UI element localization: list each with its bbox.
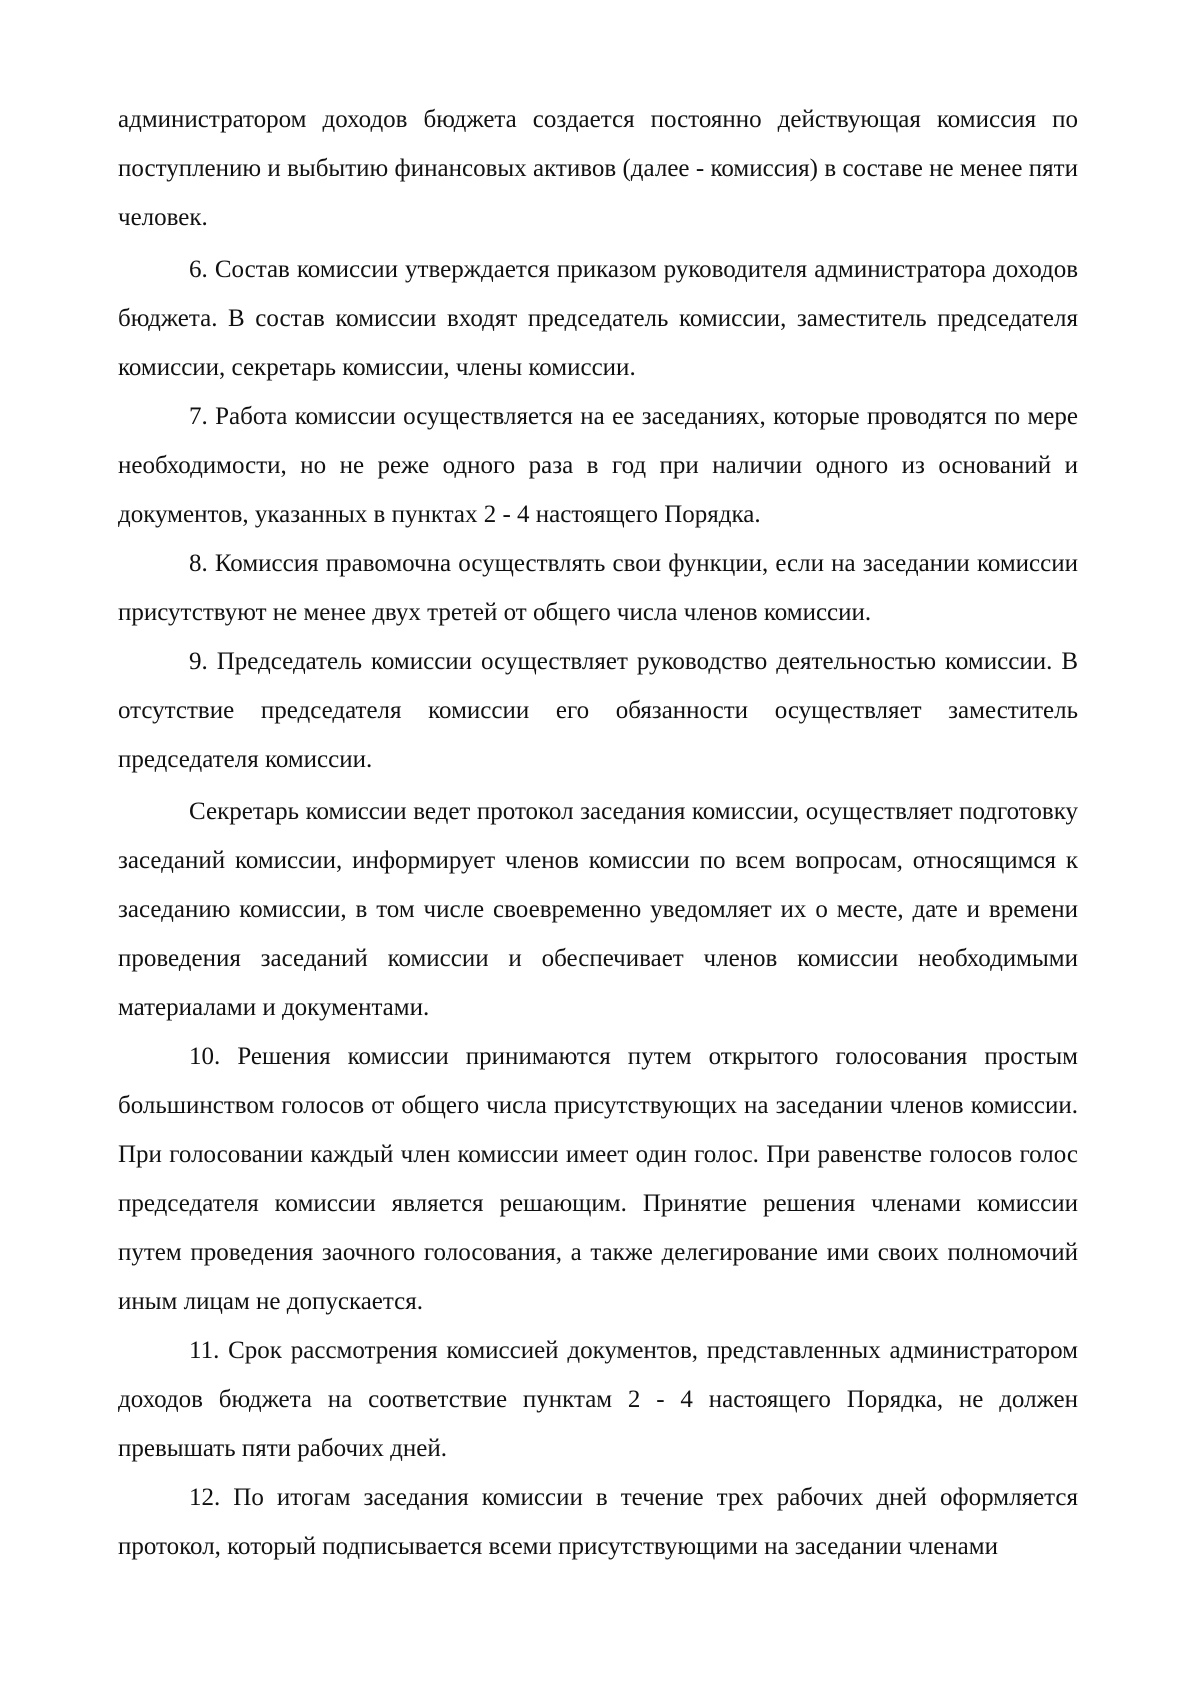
paragraph-item-11: 11. Срок рассмотрения комиссией документов, представленных администратором доходов бюджета на соответствие пунктам 2 - 4 настоящего Порядка, не должен превышать пяти рабочих дней. [118, 1337, 1078, 1462]
paragraph-item-10: 10. Решения комиссии принимаются путем открытого голосования простым большинством голосов от общего числа присутствующих на заседании членов комиссии. При голосовании каждый член комиссии имеет один голос. При равенстве голосов голос председателя комиссии является решающим. Принятие решения членами комиссии путем проведения заочного голосования, а также делегирование ими своих полномочий иным лицам не допускается. [118, 1043, 1078, 1315]
paragraph-secretary: Секретарь комиссии ведет протокол заседания комиссии, осуществляет подготовку заседаний комиссии, информирует членов комиссии по всем вопросам, относящимся к заседанию комиссии, в том числе своевременно уведомляет их о месте, дате и времени проведения заседаний комиссии и обеспечивает членов комиссии необходимыми материалами и документами. [118, 798, 1078, 1021]
paragraph-item-9: 9. Председатель комиссии осуществляет руководство деятельностью комиссии. В отсутствие председателя комиссии его обязанности осуществляет заместитель председателя комиссии. [118, 648, 1078, 773]
paragraph-continuation: администратором доходов бюджета создается постоянно действующая комиссия по поступлению и выбытию финансовых активов (далее - комиссия) в составе не менее пяти человек. [118, 106, 1078, 231]
document-body [118, 95, 1078, 1571]
paragraph-item-12: 12. По итогам заседания комиссии в течение трех рабочих дней оформляется протокол, который подписывается всеми присутствующими на заседании членами [118, 1484, 1078, 1560]
paragraph-item-8: 8. Комиссия правомочна осуществлять свои функции, если на заседании комиссии присутствуют не менее двух третей от общего числа членов комиссии. [118, 550, 1078, 626]
paragraph-item-7: 7. Работа комиссии осуществляется на ее заседаниях, которые проводятся по мере необходимости, но не реже одного раза в год при наличии одного из оснований и документов, указанных в пунктах 2 - 4 настоящего Порядка. [118, 403, 1078, 528]
paragraph-item-6: 6. Состав комиссии утверждается приказом руководителя администратора доходов бюджета. В состав комиссии входят председатель комиссии, заместитель председателя комиссии, секретарь комиссии, члены комиссии. [118, 256, 1078, 381]
